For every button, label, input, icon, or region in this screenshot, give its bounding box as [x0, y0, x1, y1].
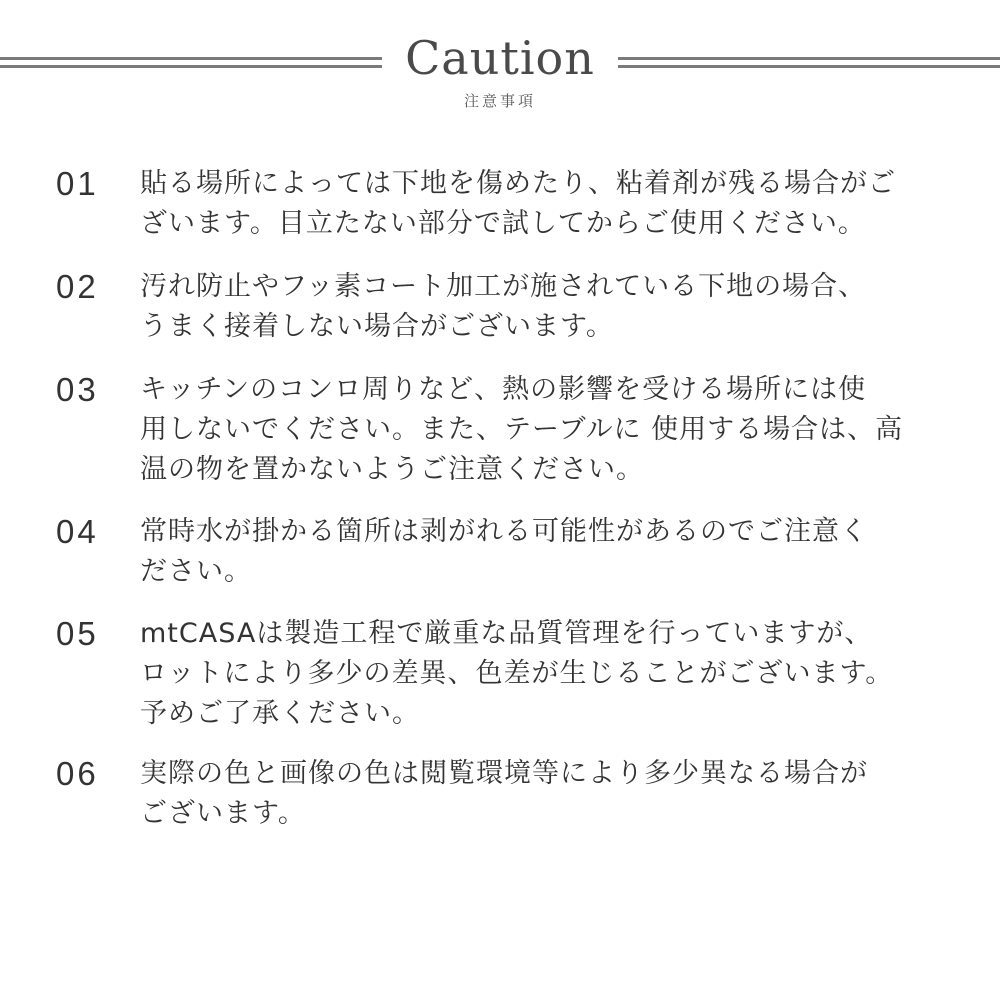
item-text: キッチンのコンロ周りなど、熱の影響を受ける場所には使 用しないでください。また、テーブルに 使用する場合は、高 温の物を置かないようご注意ください。	[140, 374, 904, 485]
caution-item	[0, 512, 950, 592]
item-number: 06	[56, 755, 99, 792]
item-number: 05	[56, 615, 99, 652]
item-text: 貼る場所によっては下地を傷めたり、粘着剤が残る場合がご ざいます。目立たない部分で試してからご使用ください。	[140, 168, 896, 239]
caution-item	[0, 754, 950, 834]
item-number: 03	[56, 371, 99, 408]
item-number: 01	[56, 165, 99, 202]
caution-item	[0, 267, 950, 347]
page-subtitle: 注意事項	[463, 92, 536, 110]
item-text: 常時水が掛かる箇所は剥がれる可能性があるのでご注意く ださい。	[140, 516, 868, 587]
header-rule-left	[0, 57, 382, 69]
item-text: mtCASAは製造工程で厳重な品質管理を行っていますが、 ロットにより多少の差異、色差が生じることがございます。 予めご了承ください。	[140, 618, 894, 729]
caution-item	[0, 164, 950, 244]
item-text: 実際の色と画像の色は閲覧環境等により多少異なる場合が ございます。	[140, 758, 868, 829]
caution-item	[0, 614, 950, 734]
item-text: 汚れ防止やフッ素コート加工が施されている下地の場合、 うまく接着しない場合がございます。	[140, 271, 867, 342]
item-number: 02	[56, 268, 99, 305]
page-title: Caution	[405, 31, 595, 85]
item-number: 04	[56, 513, 99, 550]
header-rule-right	[618, 57, 1000, 69]
caution-item	[0, 370, 950, 490]
caution-header	[0, 0, 1000, 130]
